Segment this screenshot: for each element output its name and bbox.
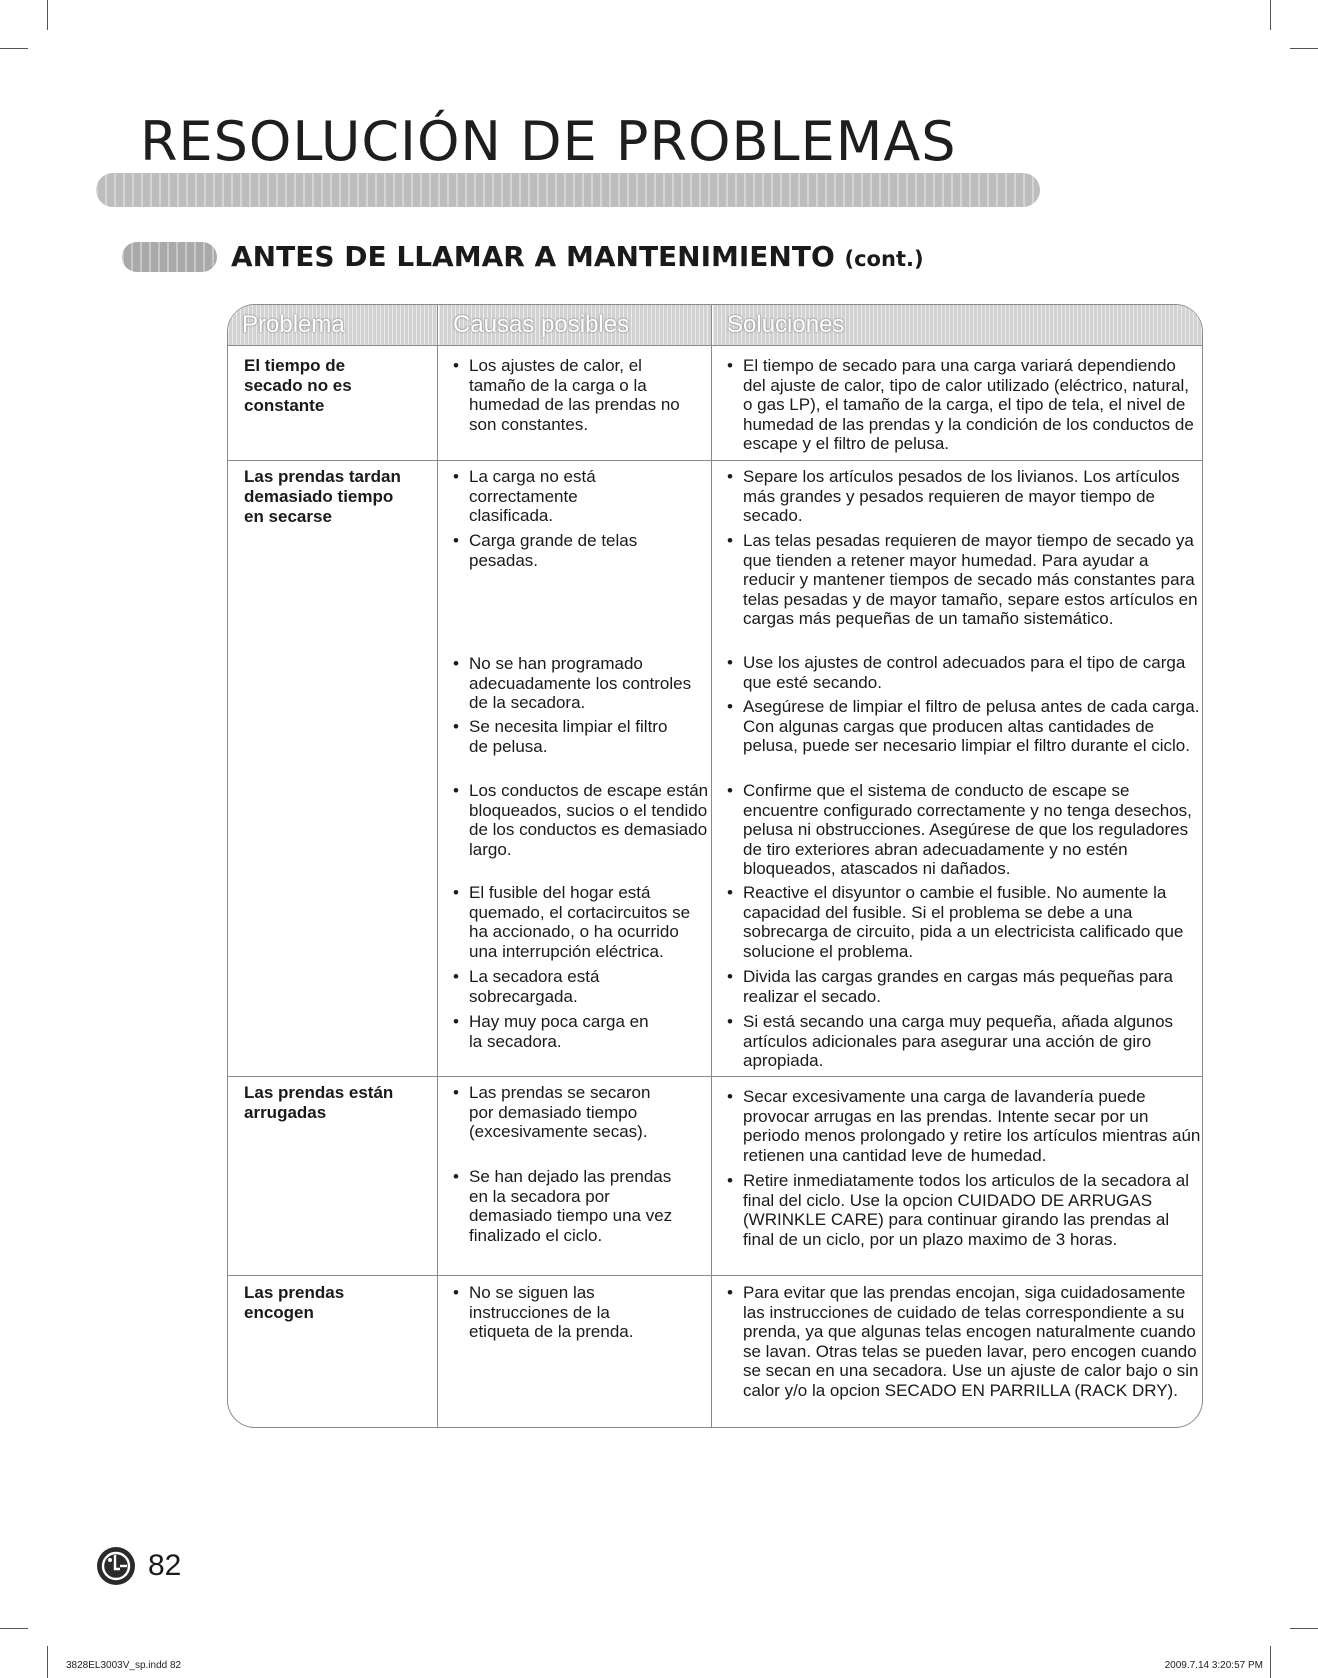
header-problema: Problema xyxy=(228,305,437,345)
problem-cell: Las prendas tardan demasiado tiempo en secarse xyxy=(244,467,401,526)
cause-text: Se necesita limpiar el filtro de pelusa. xyxy=(469,717,668,756)
cause-text: El fusible del hogar está quemado, el cortacircuitos se ha accionado, o ha ocurrido una interrupción eléctrica. xyxy=(469,883,691,961)
problem-cell: El tiempo de secado no es constante xyxy=(244,356,352,415)
problem-cell: Las prendas están arrugadas xyxy=(244,1083,394,1122)
crop-mark xyxy=(0,48,28,49)
section-title xyxy=(231,240,924,276)
solution-item xyxy=(727,356,1201,454)
header-soluciones: Soluciones xyxy=(713,305,1202,345)
bullet: • xyxy=(453,1012,459,1031)
bullet: • xyxy=(727,883,733,902)
lg-logo-icon xyxy=(96,1546,136,1586)
bullet: • xyxy=(727,1283,733,1302)
footer-filename: 3828EL3003V_sp.indd 82 xyxy=(66,1660,182,1671)
bullet: • xyxy=(453,467,459,486)
row-divider xyxy=(228,460,1202,461)
title-decor-bar xyxy=(96,173,1040,207)
cause-item xyxy=(453,531,668,570)
crop-mark xyxy=(1290,1628,1318,1629)
crop-mark xyxy=(47,1646,48,1678)
bullet: • xyxy=(453,356,459,375)
cause-text: Hay muy poca carga en la secadora. xyxy=(469,1012,649,1051)
solution-item xyxy=(727,653,1201,692)
solution-text: Secar excesivamente una carga de lavandería puede provocar arrugas en las prendas. Intente secar por un periodo menos prolongado y retire los artículos mientras aún retienen una cantidad leve de humedad. xyxy=(743,1087,1201,1165)
crop-mark xyxy=(0,1628,28,1629)
bullet: • xyxy=(727,467,733,486)
bullet: • xyxy=(453,781,459,800)
solution-item xyxy=(727,967,1201,1006)
cause-text: Los conductos de escape están bloqueados, sucios o el tendido de los conductos es demasiado largo. xyxy=(469,781,709,859)
crop-mark xyxy=(47,0,48,30)
bullet: • xyxy=(453,1083,459,1102)
solution-text: Para evitar que las prendas encojan, siga cuidadosamente las instrucciones de cuidado de telas correspondiente a su prenda, ya que algunas telas encogen naturalmente cuando se lavan. Otras telas se pueden lavar, pero encogen cuando se secan en una secadora. Use un ajuste de calor bajo o sin calor y/o la opcion SECADO EN PARRILLA (RACK DRY). xyxy=(743,1283,1199,1400)
footer-timestamp: 2009.7.14 3:20:57 PM xyxy=(1164,1660,1263,1671)
bullet: • xyxy=(727,967,733,986)
section-title-text: ANTES DE LLAMAR A MANTENIMIENTO xyxy=(231,240,835,273)
crop-mark xyxy=(1290,48,1318,49)
cause-text: Las prendas se secaron por demasiado tiempo (excesivamente secas). xyxy=(469,1083,651,1141)
crop-mark xyxy=(1270,0,1271,30)
bullet: • xyxy=(727,697,733,716)
solution-text: Reactive el disyuntor o cambie el fusible. No aumente la capacidad del fusible. Si el problema se debe a una sobrecarga de circuito, pida a un electricista calificado que solucione el problema. xyxy=(743,883,1184,961)
bullet: • xyxy=(727,531,733,550)
row-divider xyxy=(228,1076,1202,1077)
bullet: • xyxy=(453,531,459,550)
solution-item xyxy=(727,467,1201,526)
solution-text: Las telas pesadas requieren de mayor tiempo de secado ya que tienden a retener mayor humedad. Para ayudar a reducir y mantener tiempos de secado más constantes para telas pesadas y de mayor tamaño, separe estos artículos en cargas más pequeñas de un tamaño sistemático. xyxy=(743,531,1198,628)
column-divider xyxy=(711,305,712,1427)
cause-item xyxy=(453,654,693,713)
cause-text: La carga no está correctamente clasificada. xyxy=(469,467,596,525)
column-divider xyxy=(437,305,438,1427)
bullet: • xyxy=(727,1087,733,1106)
solution-item xyxy=(727,697,1201,756)
cause-item xyxy=(453,1083,668,1142)
cause-item xyxy=(453,467,643,526)
cause-text: No se han programado adecuadamente los controles de la secadora. xyxy=(469,654,692,712)
solution-text: El tiempo de secado para una carga variará dependiendo del ajuste de calor, tipo de calor utilizado (eléctrico, natural, o gas LP), el tamaño de la carga, el tipo de tela, el nivel de humedad de las prendas y la condición de los conductos de escape y el filtro de pelusa. xyxy=(743,356,1194,453)
solution-text: Retire inmediatamente todos los articulos de la secadora al final del ciclo. Use la opcion CUIDADO DE ARRUGAS (WRINKLE CARE) para continuar girando las prendas al final de un ciclo, por un plazo maximo de 3 horas. xyxy=(743,1171,1190,1249)
cause-item xyxy=(453,1283,653,1342)
bullet: • xyxy=(453,967,459,986)
bullet: • xyxy=(727,781,733,800)
solution-item xyxy=(727,883,1201,961)
cause-text: La secadora está sobrecargada. xyxy=(469,967,600,1006)
solution-text: Divida las cargas grandes en cargas más pequeñas para realizar el secado. xyxy=(743,967,1173,1006)
page-title: RESOLUCIÓN DE PROBLEMAS xyxy=(140,110,957,173)
bullet: • xyxy=(727,356,733,375)
cause-item xyxy=(453,781,711,859)
problem-cell: Las prendas encogen xyxy=(244,1283,345,1322)
row-divider xyxy=(228,1275,1202,1276)
solution-item xyxy=(727,1171,1201,1249)
solution-text: Confirme que el sistema de conducto de escape se encuentre configurado correctamente y no tenga desechos, pelusa ni obstrucciones. Asegúrese de que los reguladores de tiro exteriores abran adecuadamente y no estén bloqueados, atascados ni dañados. xyxy=(743,781,1192,878)
solution-item xyxy=(727,531,1201,629)
bullet: • xyxy=(453,654,459,673)
bullet: • xyxy=(727,1171,733,1190)
solution-item xyxy=(727,1087,1201,1165)
solution-text: Si está secando una carga muy pequeña, añada algunos artículos adicionales para asegurar una acción de giro apropiada. xyxy=(743,1012,1174,1070)
bullet: • xyxy=(727,653,733,672)
cause-item xyxy=(453,967,653,1006)
solution-text: Asegúrese de limpiar el filtro de pelusa antes de cada carga. Con algunas cargas que producen altas cantidades de pelusa, puede ser necesario limpiar el filtro durante el ciclo. xyxy=(743,697,1200,755)
section-decor-pill xyxy=(122,242,217,272)
cause-item xyxy=(453,717,668,756)
cause-item xyxy=(453,356,683,434)
page-number: 82 xyxy=(148,1549,182,1582)
cause-text: Se han dejado las prendas en la secadora por demasiado tiempo una vez finalizado el ciclo. xyxy=(469,1167,673,1245)
bullet: • xyxy=(453,883,459,902)
header-causas: Causas posibles xyxy=(439,305,711,345)
solution-text: Use los ajustes de control adecuados para el tipo de carga que esté secando. xyxy=(743,653,1186,692)
cause-item xyxy=(453,883,711,961)
section-title-suffix: (cont.) xyxy=(844,247,924,271)
header-rule xyxy=(228,345,1202,346)
solution-item xyxy=(727,781,1201,879)
cause-text: Carga grande de telas pesadas. xyxy=(469,531,638,570)
crop-mark xyxy=(1270,1646,1271,1678)
cause-item xyxy=(453,1167,683,1245)
solution-text: Separe los artículos pesados de los livianos. Los artículos más grandes y pesados requieren de mayor tiempo de secado. xyxy=(743,467,1180,525)
bullet: • xyxy=(453,1167,459,1186)
bullet: • xyxy=(453,1283,459,1302)
solution-item xyxy=(727,1283,1201,1400)
solution-item xyxy=(727,1012,1201,1071)
bullet: • xyxy=(727,1012,733,1031)
cause-text: No se siguen las instrucciones de la etiqueta de la prenda. xyxy=(469,1283,634,1341)
bullet: • xyxy=(453,717,459,736)
cause-text: Los ajustes de calor, el tamaño de la carga o la humedad de las prendas no son constantes. xyxy=(469,356,680,434)
cause-item xyxy=(453,1012,663,1051)
